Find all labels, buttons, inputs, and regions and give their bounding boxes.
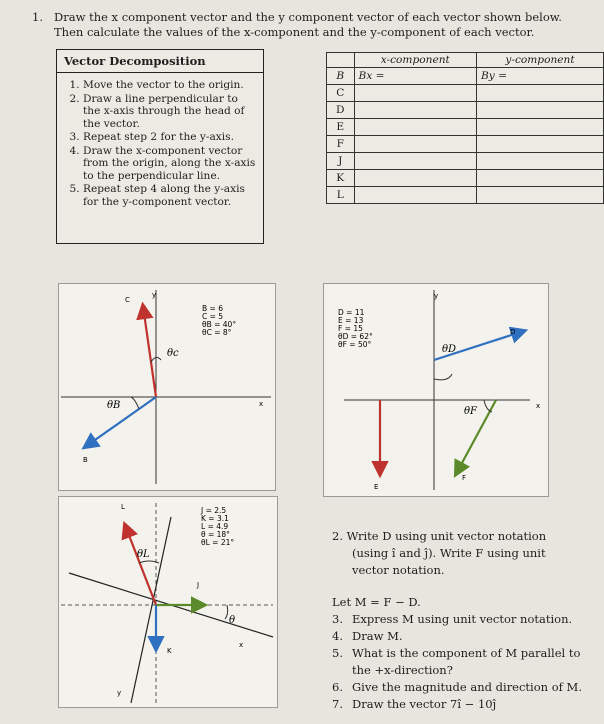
theta-l-label: θL [137,549,150,560]
theta-d-label: θD [442,344,457,355]
table-cell[interactable] [477,85,604,102]
angle-arc [225,605,228,619]
value-theta-b: θB = 40° [202,320,237,329]
label-e: E [374,483,379,491]
value-f: F = 15 [338,324,363,333]
question-text: Give the magnitude and direction of M. [352,680,582,694]
value-k: K = 3.1 [201,514,229,523]
vector-c [143,306,156,397]
theta-b-label: θB [107,400,121,411]
question-number: 7. [332,697,343,711]
label-b: B [83,456,88,464]
question-7 [332,696,592,713]
theta-c-label: θc [167,348,179,359]
row-label-j: J [327,153,355,170]
question-5 [332,645,592,679]
label-d: D [510,328,516,336]
row-label-e: E [327,119,355,136]
question-1 [32,10,592,40]
question-text: Express M using unit vector notation. [352,612,573,626]
question-4 [332,628,592,645]
row-label-c: C [327,85,355,102]
question-2-line-3: vector notation. [352,563,445,577]
label-y: y [117,689,122,697]
diagram-d-e-f [323,283,549,497]
value-theta: θ = 18° [201,530,230,539]
step-item: 5. Repeat step 4 along the y-axis for the y-component vector. [83,183,257,208]
question-1-line-2: Then calculate the values of the x-component and the y-component of each vector. [54,25,535,39]
questions-3-7 [332,594,592,713]
x-component-header: x-component [354,53,476,68]
label-j: J [197,581,200,589]
value-theta-d: θD = 62° [338,332,373,341]
question-text: Draw the vector 7î − 10ĵ [352,697,497,711]
question-number: 5. [332,646,343,660]
angle-arc-d [434,374,452,380]
label-y: y [152,291,157,299]
table-cell[interactable] [477,119,604,136]
question-2 [332,528,592,579]
value-b: B = 6 [202,304,223,313]
question-6 [332,679,592,696]
row-label-k: K [327,170,355,187]
question-number: 4. [332,629,343,643]
question-text: What is the component of M parallel to the +x-direction? [352,646,581,677]
question-2-line-2: (using î and ĵ). Write F using unit [352,546,546,560]
diagram-b-c [58,283,276,491]
value-l: L = 4.9 [201,522,229,531]
row-label-l: L [327,187,355,204]
box-title: Vector Decomposition [57,50,263,73]
vector-b [85,397,156,447]
table-cell[interactable] [354,119,476,136]
label-l: L [121,503,125,511]
question-number: 1. [32,10,43,24]
value-d: D = 11 [338,308,365,317]
value-e: E = 13 [338,316,364,325]
label-c: C [125,296,130,304]
question-number: 2. [332,529,343,543]
question-1-line-1: Draw the x component vector and the y component vector of each vector shown below. [54,10,562,24]
value-j: J = 2.5 [201,506,227,515]
row-label-f: F [327,136,355,153]
row-label-d: D [327,102,355,119]
table-cell[interactable] [477,136,604,153]
vector-l [125,525,156,605]
let-m-definition: Let M = F − D. [332,595,421,609]
label-k: K [167,647,172,655]
table-cell[interactable] [354,136,476,153]
diagram-j-k-l [58,496,278,708]
step-item: 1. Move the vector to the origin. [83,79,257,92]
table-cell[interactable] [477,153,604,170]
table-cell[interactable] [354,153,476,170]
step-item: 2. Draw a line perpendicular to the x-axis through the head of the vector. [83,93,257,131]
question-3 [332,611,592,628]
angle-arc-b [131,397,139,409]
table-cell[interactable] [477,187,604,204]
theta-f-label: θF [464,406,477,417]
rotated-y-axis [131,517,171,703]
y-component-header: y-component [477,53,604,68]
label-x: x [239,641,244,649]
bx-cell[interactable]: Bx = [354,68,476,85]
question-number: 3. [332,612,343,626]
components-table [326,52,604,204]
label-x: x [536,402,541,410]
step-item: 3. Repeat step 2 for the y-axis. [83,131,257,144]
row-label-b: B [327,68,355,85]
table-corner [327,53,355,68]
value-c: C = 5 [202,312,224,321]
table-cell[interactable] [354,85,476,102]
table-cell[interactable] [477,102,604,119]
theta-label: θ [229,615,236,626]
label-f: F [462,474,467,482]
vector-decomposition-box [56,49,264,244]
value-theta-c: θC = 8° [202,328,232,337]
table-cell[interactable] [354,170,476,187]
label-x: x [259,400,264,408]
step-item: 4. Draw the x-component vector from the origin, along the x-axis to the perpendicular line. [83,145,257,183]
value-theta-l: θL = 21° [201,538,235,547]
table-cell[interactable] [354,102,476,119]
value-theta-f: θF = 50° [338,340,372,349]
table-cell[interactable] [477,170,604,187]
question-2-line-1: Write D using unit vector notation [346,529,547,543]
steps-list [57,73,263,208]
table-cell[interactable] [354,187,476,204]
by-cell[interactable]: By = [477,68,604,85]
question-number: 6. [332,680,343,694]
label-y: y [434,292,439,300]
question-text: Draw M. [352,629,403,643]
